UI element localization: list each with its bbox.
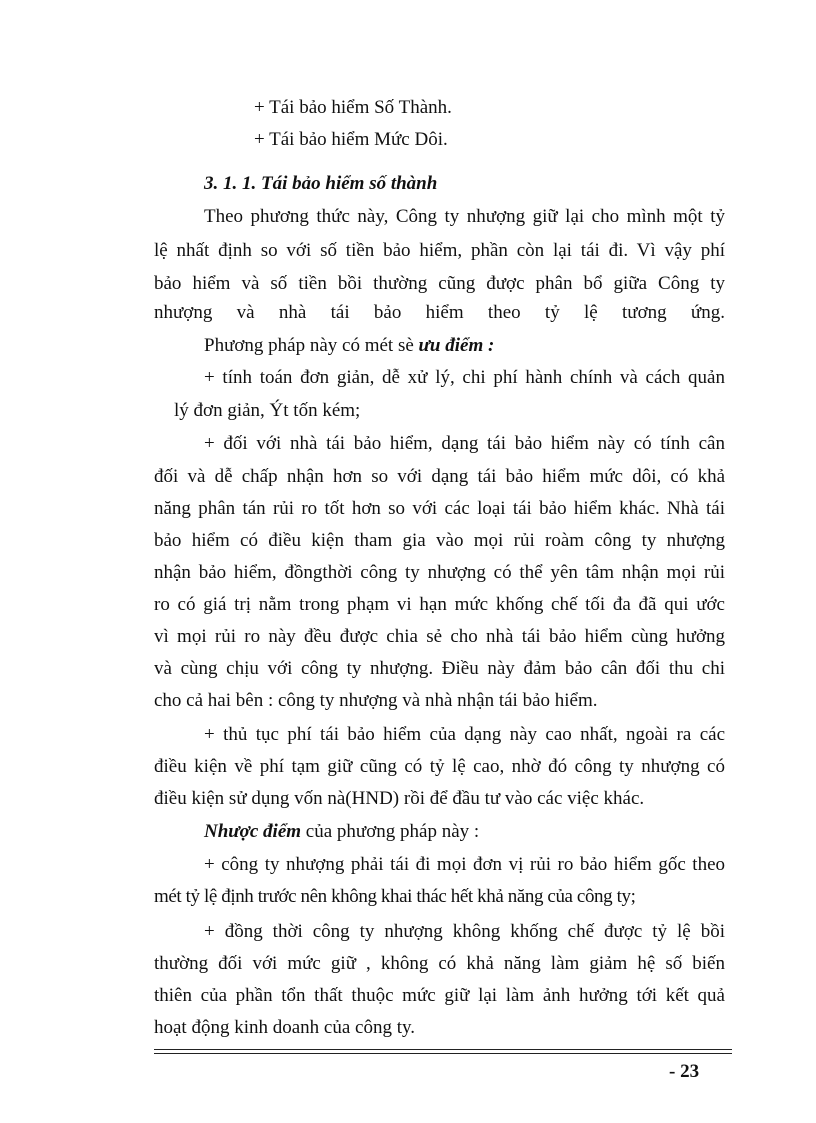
paragraph-line: và cùng chịu với công ty nhượng. Điều này đảm bảo cân đối thu chi — [154, 658, 725, 679]
paragraph-line: năng phân tán rủi ro tốt hơn so với các loại tái bảo hiểm khác. Nhà tái — [154, 498, 725, 519]
paragraph-line: thường đối với mức giữ , không có khả năng làm giảm hệ số biến — [154, 953, 725, 974]
paragraph-line: + tính toán đơn giản, dễ xử lý, chi phí hành chính và cách quản — [204, 367, 725, 388]
paragraph-line — [204, 334, 494, 358]
paragraph-line — [204, 820, 479, 844]
paragraph-line: điều kiện về phí tạm giữ cũng có tỷ lệ cao, nhờ đó công ty nhượng có — [154, 756, 725, 777]
paragraph-line: + đồng thời công ty nhượng không khống chế được tỷ lệ bồi — [204, 921, 725, 942]
paragraph-line: vì mọi rủi ro này đều được chia sẻ cho nhà tái bảo hiểm cùng hưởng — [154, 626, 725, 647]
paragraph-line: bảo hiểm và số tiền bồi thường cũng được phân bổ giữa Công ty — [154, 273, 725, 294]
paragraph-line: ro có giá trị nằm trong phạm vi hạn mức khống chế tối đa đã qui ước — [154, 594, 725, 615]
section-heading: 3. 1. 1. Tái bảo hiểm số thành — [204, 173, 438, 194]
paragraph-line: hoạt động kinh doanh của công ty. — [154, 1017, 416, 1038]
paragraph-line: + thủ tục phí tái bảo hiểm của dạng này cao nhất, ngoài ra các — [204, 724, 725, 745]
paragraph-line: cho cả hai bên : công ty nhượng và nhà nhận tái bảo hiểm. — [154, 690, 598, 711]
paragraph-line: thiên của phần tổn thất thuộc mức giữ lại làm ảnh hưởng tới kết quả — [154, 985, 725, 1006]
list-item: + Tái bảo hiểm Mức Dôi. — [254, 129, 448, 150]
paragraph-line: + công ty nhượng phải tái đi mọi đơn vị rủi ro bảo hiểm gốc theo — [204, 854, 725, 875]
emphasis-text: ưu điểm : — [418, 335, 495, 356]
paragraph-line: bảo hiểm có điều kiện tham gia vào mọi rủi roàm công ty nhượng — [154, 530, 725, 551]
paragraph-text: Phương pháp này có mét sè — [204, 335, 419, 356]
emphasis-text: Nhược điểm — [204, 821, 302, 842]
paragraph-line: mét tỷ lệ định trước nên không khai thác hết khả năng của công ty; — [154, 886, 636, 907]
list-item: + Tái bảo hiểm Số Thành. — [254, 97, 452, 118]
paragraph-line: nhận bảo hiểm, đồngthời công ty nhượng có thể yên tâm nhận mọi rủi — [154, 562, 725, 583]
footer-rule — [154, 1049, 732, 1050]
paragraph-line: + đối với nhà tái bảo hiểm, dạng tái bảo hiểm này có tính cân — [204, 433, 725, 454]
paragraph-line: điều kiện sử dụng vốn nà(HND) rồi để đầu tư vào các việc khác. — [154, 788, 645, 809]
paragraph-line: lý đơn giản, Ýt tốn kém; — [174, 400, 361, 421]
paragraph-line: đối và dễ chấp nhận hơn so với dạng tái bảo hiểm mức dôi, có khả — [154, 466, 725, 487]
footer-rule — [154, 1053, 732, 1054]
paragraph-line: nhượng và nhà tái bảo hiểm theo tỷ lệ tương ứng. — [154, 302, 725, 323]
paragraph-text: của phương pháp này : — [301, 821, 480, 842]
paragraph-line: lệ nhất định so với số tiền bảo hiểm, phần còn lại tái đi. Vì vậy phí — [154, 240, 725, 261]
page-number: - 23 — [669, 1061, 700, 1082]
paragraph-line: Theo phương thức này, Công ty nhượng giữ lại cho mình một tỷ — [204, 206, 725, 227]
